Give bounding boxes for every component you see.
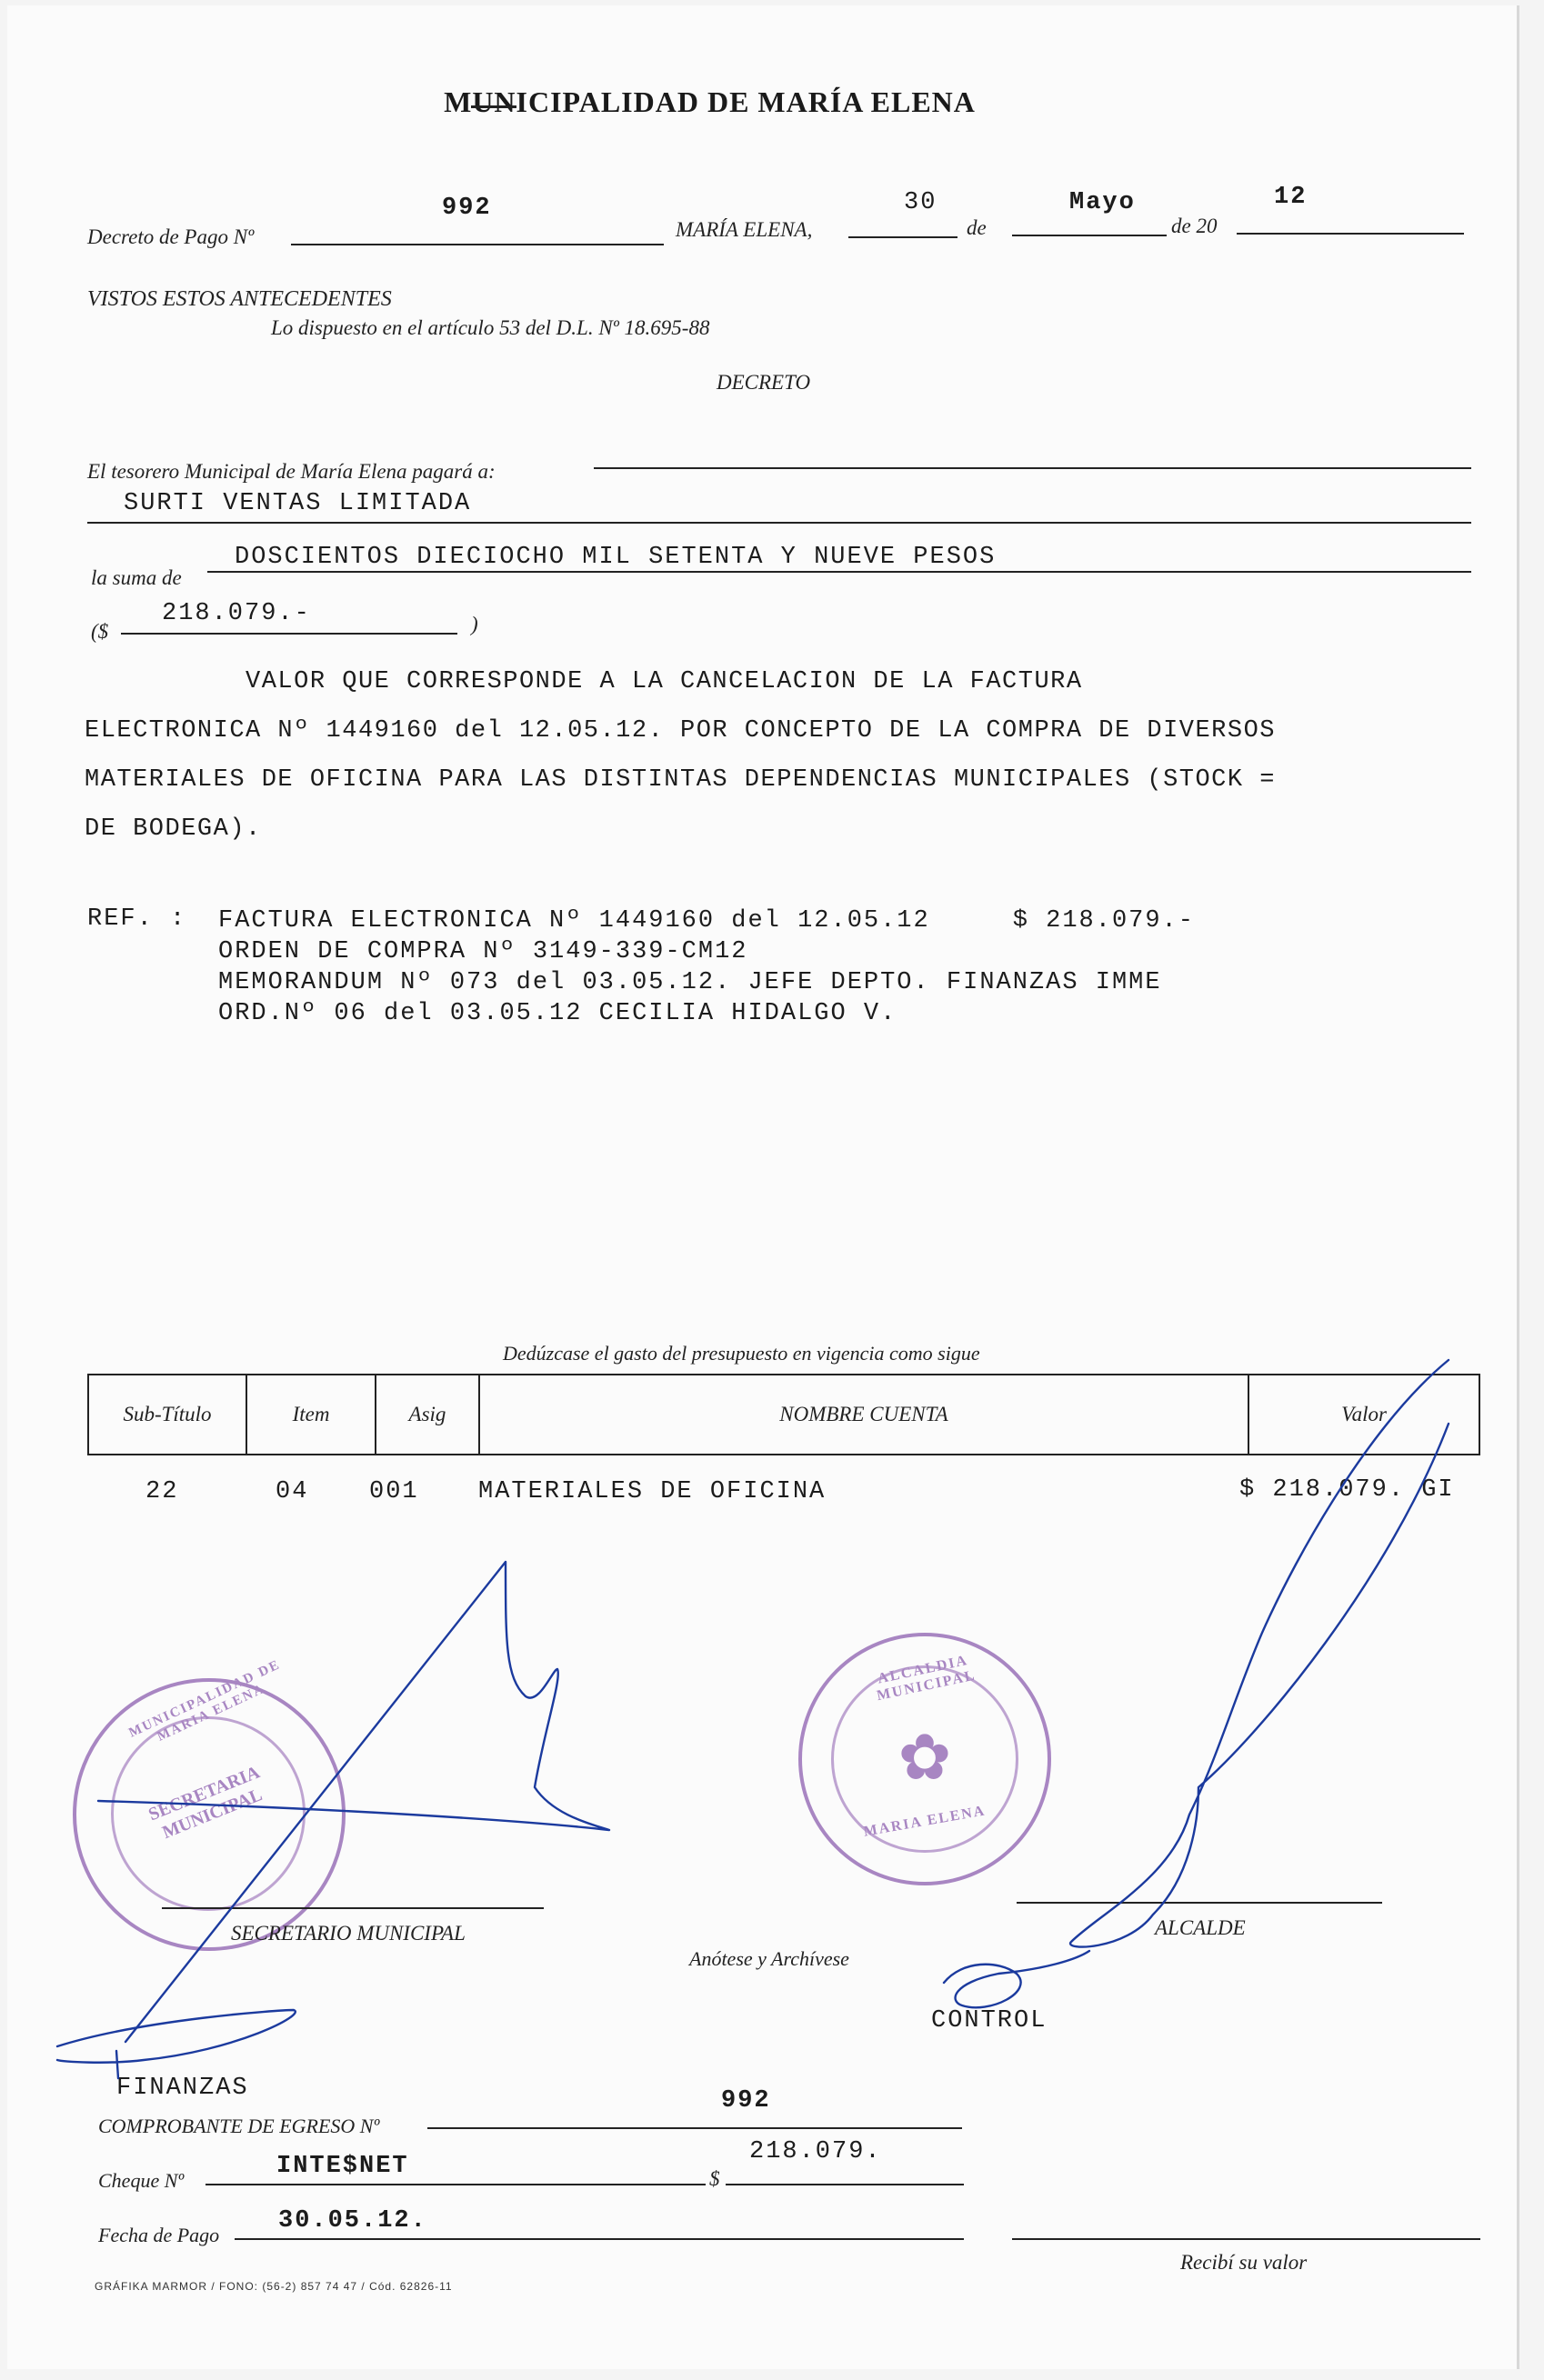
alcalde-label: ALCALDE bbox=[1155, 1916, 1246, 1939]
ref-label: REF. : bbox=[87, 905, 187, 933]
de-label: de bbox=[967, 216, 987, 239]
page-title: MUNICIPALIDAD DE MARÍA ELENA bbox=[444, 85, 976, 118]
finanzas-signature bbox=[57, 2010, 296, 2078]
row-cuenta: MATERIALES DE OFICINA bbox=[478, 1478, 827, 1505]
decreto-heading: DECRETO bbox=[717, 371, 811, 394]
fecha-label: Fecha de Pago bbox=[98, 2224, 220, 2246]
row-asig: 001 bbox=[369, 1478, 419, 1505]
sum-label: la suma de bbox=[91, 566, 182, 589]
decree-number-label: Decreto de Pago Nº bbox=[87, 225, 255, 248]
crest-icon: ✿ bbox=[897, 1724, 952, 1794]
comprobante-label: COMPROBANTE DE EGRESO Nº bbox=[98, 2115, 380, 2137]
vistos-heading: VISTOS ESTOS ANTECEDENTES bbox=[87, 287, 392, 311]
col-subtitulo: Sub-Título bbox=[88, 1375, 246, 1455]
col-item: Item bbox=[246, 1375, 376, 1455]
secretario-signature bbox=[98, 1562, 609, 2042]
year-label: de 20 bbox=[1171, 215, 1218, 237]
anotese-label: Anótese y Archívese bbox=[689, 1947, 849, 1970]
stamp-center-text: SECRETARIA MUNICIPAL bbox=[145, 1762, 266, 1844]
row-valor: $ 218.079. GI bbox=[1239, 1476, 1455, 1504]
concept-line: MATERIALES DE OFICINA PARA LAS DISTINTAS DEPENDENCIAS MUNICIPALES (STOCK = bbox=[85, 766, 1276, 794]
recibi-label: Recibí su valor bbox=[1180, 2251, 1308, 2274]
cheque-dollar: $ bbox=[709, 2167, 720, 2190]
concept-line: VALOR QUE CORRESPONDE A LA CANCELACION DE LA FACTURA bbox=[85, 668, 1083, 695]
finanzas-label: FINANZAS bbox=[116, 2075, 249, 2102]
ref-line: FACTURA ELECTRONICA Nº 1449160 del 12.05.12 $ 218.079.- bbox=[218, 907, 1195, 935]
amount-close: ) bbox=[471, 613, 478, 635]
date-day: 30 bbox=[904, 189, 937, 216]
ref-line: MEMORANDUM Nº 073 del 03.05.12. JEFE DEPTO. FINANZAS IMME bbox=[218, 969, 1162, 996]
printer-footer: GRÁFIKA MARMOR / FONO: (56-2) 857 74 47 / Cód. 62826-11 bbox=[95, 2280, 453, 2293]
signature-strokes bbox=[7, 5, 1517, 2369]
stamp-ring-bottom: MARIA ELENA bbox=[862, 1803, 988, 1840]
stamp-ring-top: ALCALDIA MUNICIPAL bbox=[875, 1652, 978, 1705]
amount-open: ($ bbox=[91, 620, 109, 643]
col-asig: Asig bbox=[376, 1375, 479, 1455]
concept-line: DE BODEGA). bbox=[85, 815, 262, 843]
col-valor: Valor bbox=[1248, 1375, 1479, 1455]
cheque-value: INTE$NET bbox=[276, 2153, 409, 2180]
place-label: MARÍA ELENA, bbox=[676, 218, 813, 241]
ref-line: ORD.Nº 06 del 03.05.12 CECILIA HIDALGO V. bbox=[218, 1000, 897, 1027]
row-subtitulo: 22 bbox=[145, 1478, 179, 1505]
payee-name: SURTI VENTAS LIMITADA bbox=[124, 490, 472, 517]
cheque-label: Cheque Nº bbox=[98, 2169, 185, 2192]
row-item: 04 bbox=[276, 1478, 309, 1505]
amount-number: 218.079.- bbox=[162, 600, 311, 627]
budget-caption: Dedúzcase el gasto del presupuesto en vigencia como sigue bbox=[503, 1342, 980, 1365]
control-label: CONTROL bbox=[931, 2007, 1048, 2035]
col-nombre-cuenta: NOMBRE CUENTA bbox=[479, 1375, 1248, 1455]
alcalde-signature bbox=[1070, 1360, 1449, 1947]
antecedents-text: Lo dispuesto en el artículo 53 del D.L. Nº 18.695-88 bbox=[271, 316, 710, 339]
secretario-label: SECRETARIO MUNICIPAL bbox=[231, 1922, 466, 1945]
decree-page bbox=[7, 5, 1519, 2369]
fecha-value: 30.05.12. bbox=[278, 2207, 427, 2235]
concept-line: ELECTRONICA Nº 1449160 del 12.05.12. POR CONCEPTO DE LA COMPRA DE DIVERSOS bbox=[85, 717, 1276, 745]
decree-number: 992 bbox=[442, 195, 492, 222]
control-signature bbox=[944, 1951, 1089, 2007]
ref-line: ORDEN DE COMPRA Nº 3149-339-CM12 bbox=[218, 938, 748, 965]
comprobante-number: 992 bbox=[721, 2087, 771, 2115]
date-year: 12 bbox=[1274, 184, 1308, 211]
payee-label: El tesorero Municipal de María Elena pagará a: bbox=[87, 460, 496, 483]
sum-in-words: DOSCIENTOS DIECIOCHO MIL SETENTA Y NUEVE PESOS bbox=[235, 544, 997, 571]
date-month: Mayo bbox=[1069, 189, 1136, 216]
stamp-ring-text: MUNICIPALIDAD DE MARIA ELENA bbox=[126, 1657, 284, 1745]
cheque-amount: 218.079. bbox=[749, 2138, 882, 2165]
